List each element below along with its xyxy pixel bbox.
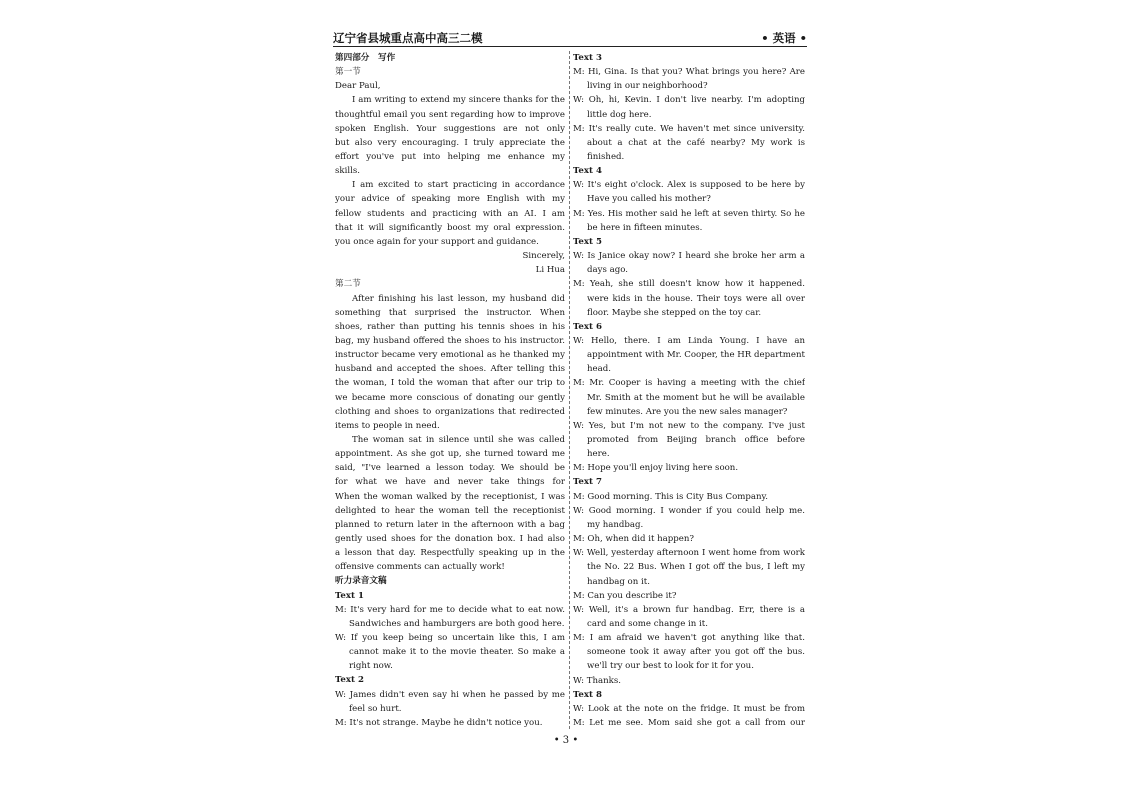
right-column-line: M: It's really cute. We haven't met since university. xyxy=(573,123,805,134)
right-column-line: days ago. xyxy=(587,265,629,276)
right-column-line: M: Yeah, she still doesn't know how it happened. xyxy=(573,279,805,290)
right-column-line: card and some change in it. xyxy=(587,618,708,629)
left-column-line: we became more conscious of donating our gently xyxy=(335,392,565,403)
right-column-line: M: Oh, when did it happen? xyxy=(573,534,695,545)
right-column-line: someone took it away after you got off the bus. xyxy=(587,647,805,658)
left-column-line: Dear Paul, xyxy=(335,81,381,92)
left-column-line: clothing and shoes to organizations that redirected xyxy=(335,406,565,417)
right-column-line: Text 3 xyxy=(573,53,602,63)
left-column-line: I am excited to start practicing in accordance xyxy=(352,180,565,191)
left-column-line: that it will significantly boost my oral expression. xyxy=(335,222,565,233)
left-column-line: skills. xyxy=(335,166,361,177)
right-column-line: Text 5 xyxy=(573,236,602,247)
right-column-line: W: Yes, but I'm not new to the company. I've just xyxy=(573,420,805,431)
right-column-line: about a chat at the café nearby? My work is xyxy=(587,137,805,148)
right-column-line: W: Hello, there. I am Linda Young. I have an xyxy=(573,335,805,346)
subject-label: • 英语 • xyxy=(761,31,807,45)
left-column-line: planned to return later in the afternoon with a bag xyxy=(335,519,565,530)
left-column xyxy=(335,51,565,730)
right-column-line: Have you called his mother? xyxy=(587,194,711,205)
left-column-line: you once again for your support and guidance. xyxy=(335,236,539,247)
right-column-line: appointment with Mr. Cooper, the HR department xyxy=(587,350,805,361)
left-column-line: but also very encouraging. I truly appreciate the xyxy=(335,137,565,148)
left-column-line: Text 1 xyxy=(335,590,364,601)
right-column-line: few minutes. Are you the new sales manager? xyxy=(587,406,788,417)
right-column-line: Text 7 xyxy=(573,477,602,488)
page-number: • 3 • xyxy=(553,735,579,746)
right-column-line: W: Thanks. xyxy=(573,675,621,686)
right-column-line: head. xyxy=(587,364,611,375)
right-column-line: W: Good morning. I wonder if you could help me. xyxy=(573,505,805,516)
right-column-line: W: Well, it's a brown fur handbag. Err, there is a xyxy=(573,604,805,615)
right-column-line: W: It's eight o'clock. Alex is supposed to be here by xyxy=(573,180,805,191)
left-column-line: spoken English. Your suggestions are not only xyxy=(335,123,565,134)
right-column-line: W: Well, yesterday afternoon I went home from work xyxy=(573,548,805,559)
right-column xyxy=(573,51,805,730)
left-column-line: W: If you keep being so uncertain like this, I am xyxy=(335,632,565,643)
left-column-line: delighted to hear the woman tell the receptionist xyxy=(335,505,565,516)
left-column-line: fellow students and practicing with an AI. I am xyxy=(335,208,565,219)
left-column-line: gently used shoes for the donation box. I had also xyxy=(335,533,565,544)
right-column-line: M: Let me see. Mom said she got a call from our xyxy=(573,718,805,728)
page-header xyxy=(333,30,807,47)
left-column-line: something that surprised the instructor. When xyxy=(335,307,565,318)
right-column-line: M: Yes. His mother said he left at seven thirty. So he xyxy=(573,208,805,219)
left-column-line: When the woman walked by the receptionist, I was xyxy=(335,491,565,502)
right-column-line: M: Hope you'll enjoy living here soon. xyxy=(573,463,739,474)
right-column-line: be here in fifteen minutes. xyxy=(587,222,703,233)
left-column-line: husband and accepted the shoes. After telling this xyxy=(335,364,565,375)
left-column-line: feel so hurt. xyxy=(349,703,402,714)
left-column-line: offensive comments can actually work! xyxy=(335,562,505,573)
left-column-line: 第一节 xyxy=(335,67,361,78)
left-column-line: M: It's very hard for me to decide what to eat now. xyxy=(335,604,565,615)
left-column-line: bag, my husband offered the shoes to his instructor. xyxy=(335,335,565,346)
left-column-line: I am writing to extend my sincere thanks for the xyxy=(352,95,565,106)
left-column-line: the woman, I told the woman that after our trip to xyxy=(335,378,565,389)
left-column-line: After finishing his last lesson, my husband did xyxy=(352,293,565,304)
left-column-line: items to people in need. xyxy=(335,420,440,431)
right-column-line: my handbag. xyxy=(587,519,644,530)
left-column-line: Sincerely, xyxy=(522,251,565,262)
right-column-line: living in our neighborhood? xyxy=(587,81,708,92)
left-column-line: 第二节 xyxy=(335,279,361,290)
left-column-line: thoughtful email you sent regarding how to improve xyxy=(335,109,565,120)
right-column-line: the No. 22 Bus. When I got off the bus, I left my xyxy=(587,562,805,573)
right-column-line: floor. Maybe she stepped on the toy car. xyxy=(587,307,762,318)
right-column-line: little dog here. xyxy=(587,109,652,120)
right-column-line: promoted from Beijing branch office before xyxy=(587,435,805,445)
right-column-line: W: Look at the note on the fridge. It must be from xyxy=(573,703,805,714)
exam-title: 辽宁省县城重点高中高三二模 xyxy=(333,31,483,45)
right-column-line: W: Is Janice okay now? I heard she broke her arm a xyxy=(573,251,805,262)
right-column-line: M: I am afraid we haven't got anything like that. xyxy=(573,633,805,644)
right-column-line: M: Mr. Cooper is having a meeting with the chief xyxy=(573,378,805,389)
left-column-line: shoes, rather than putting his tennis shoes in his xyxy=(335,321,565,332)
left-column-line: Sandwiches and hamburgers are both good here. xyxy=(349,618,565,629)
right-column-line: finished. xyxy=(587,152,625,163)
left-column-line: said, "I've learned a lesson today. We should be xyxy=(335,463,565,474)
left-column-line: cannot make it to the movie theater. So make a xyxy=(349,647,565,658)
left-column-line: for what we have and never take things for xyxy=(335,477,565,488)
left-column-line: appointment. As she got up, she turned toward me xyxy=(335,449,565,460)
right-column-line: Text 6 xyxy=(573,321,602,332)
right-column-line: W: Oh, hi, Kevin. I don't live nearby. I'm adopting xyxy=(573,95,805,106)
right-column-line: here. xyxy=(587,449,610,460)
left-column-line: The woman sat in silence until she was called xyxy=(352,434,565,445)
right-column-line: M: Good morning. This is City Bus Company. xyxy=(573,491,768,502)
column-divider xyxy=(569,51,570,729)
right-column-line: Text 4 xyxy=(573,166,602,177)
right-column-line: Text 8 xyxy=(573,689,602,700)
left-column-line: 第四部分 写作 xyxy=(335,53,396,63)
right-column-line: M: Can you describe it? xyxy=(573,590,677,601)
left-column-line: W: James didn't even say hi when he passed by me xyxy=(335,689,565,700)
left-column-line: right now. xyxy=(349,661,393,672)
left-column-line: 听力录音文稿 xyxy=(335,576,387,587)
right-column-line: Mr. Smith at the moment but he will be available xyxy=(587,392,805,403)
left-column-line: your advice of speaking more English with my xyxy=(335,194,565,205)
left-column-line: a lesson that day. Respectfully speaking up in the xyxy=(335,548,565,559)
right-column-line: M: Hi, Gina. Is that you? What brings you here? Are xyxy=(573,67,805,78)
right-column-line: we'll try our best to look for it for you. xyxy=(587,661,754,672)
left-column-line: M: It's not strange. Maybe he didn't notice you. xyxy=(335,717,543,728)
left-column-line: Li Hua xyxy=(535,265,565,276)
left-column-line: Text 2 xyxy=(335,675,364,686)
left-column-line: instructor became very emotional as he thanked my xyxy=(335,350,565,361)
right-column-line: were kids in the house. Their toys were all over xyxy=(587,293,805,304)
left-column-line: effort you've put into helping me enhance my xyxy=(335,152,565,163)
right-column-line: handbag on it. xyxy=(587,576,650,587)
